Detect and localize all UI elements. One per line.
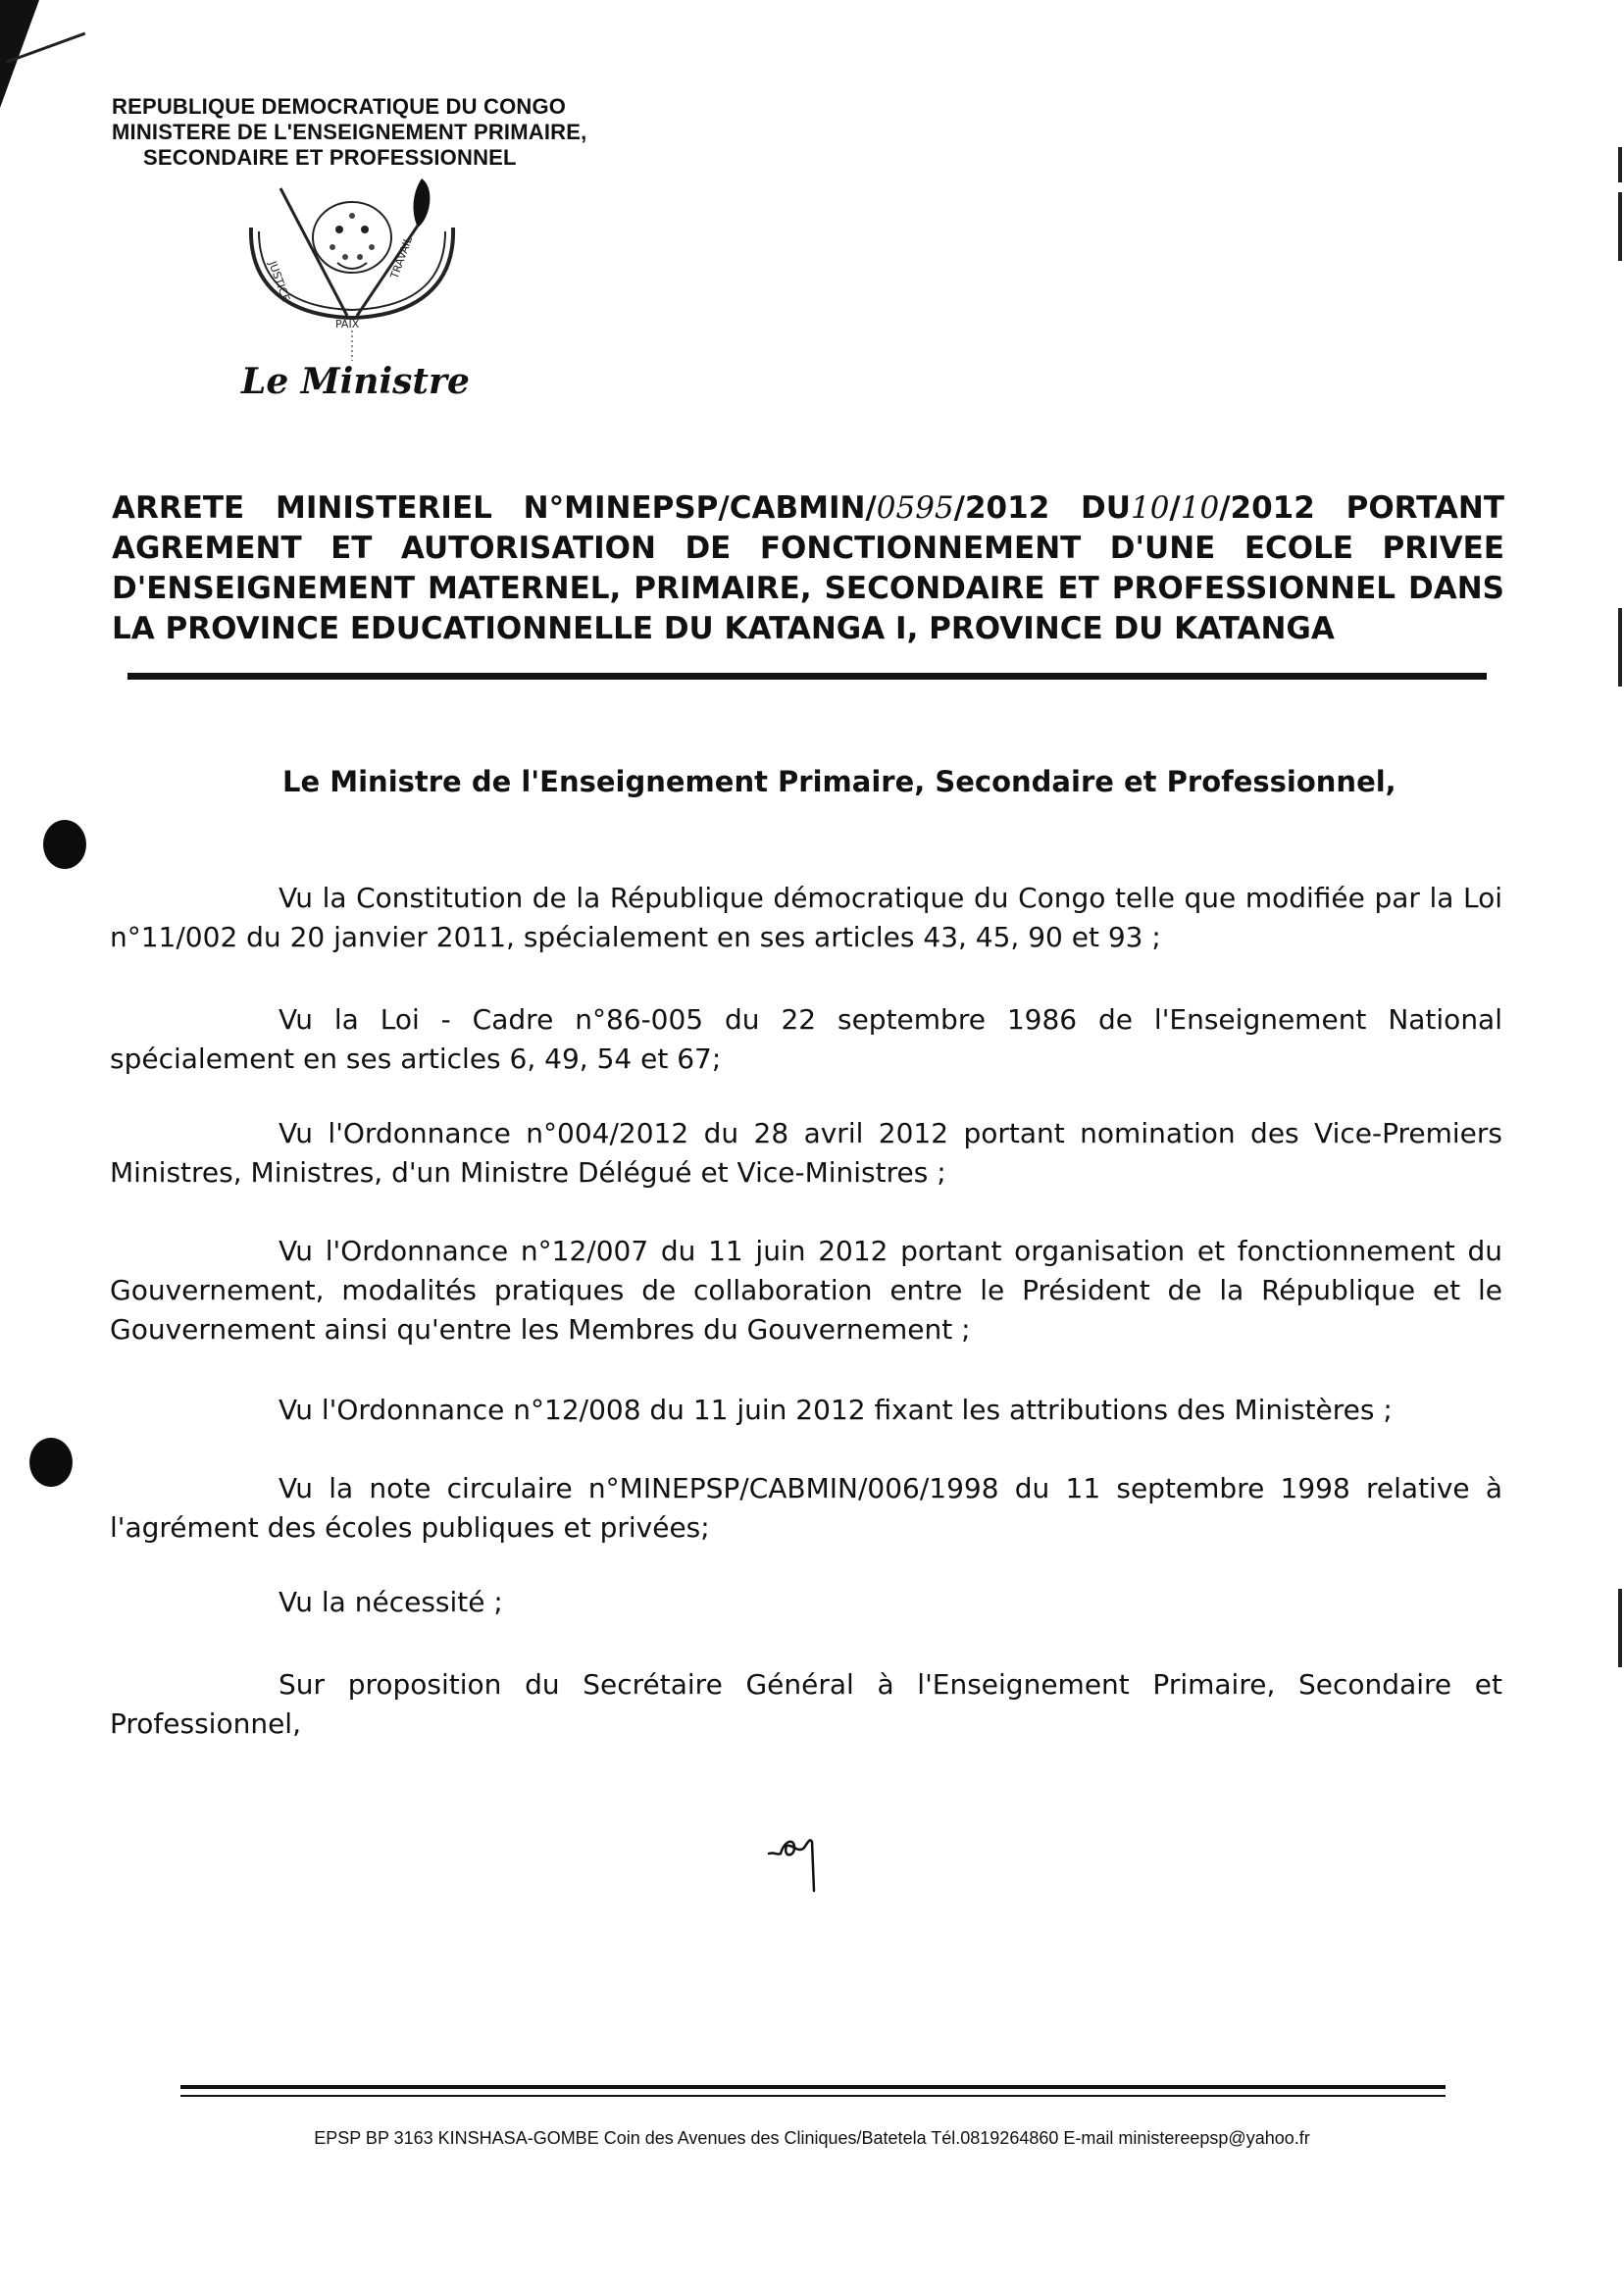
decree-title — [112, 488, 1504, 649]
paragraph-proposition: Sur proposition du Secrétaire Général à l'Enseignement Primaire, Secondaire et Professionnel, — [110, 1668, 1502, 1740]
decree-day-handwritten: 10 — [1130, 490, 1170, 526]
paragraph-ordonnance-008: Vu l'Ordonnance n°12/008 du 11 juin 2012 fixant les attributions des Ministères ; — [279, 1394, 1393, 1426]
title-line-4: LA PROVINCE EDUCATIONNELLE DU KATANGA I, PROVINCE DU KATANGA — [112, 611, 1335, 646]
paragraph-constitution: Vu la Constitution de la République démocratique du Congo telle que modifiée par la Loi n°11/002 du 20 janvier 2011, spécialement en ses articles 43, 45, 90 et 93 ; — [110, 882, 1502, 953]
title-line-3: D'ENSEIGNEMENT MATERNEL, PRIMAIRE, SECONDAIRE ET PROFESSIONNEL DANS — [112, 571, 1504, 606]
paragraph-loi-cadre: Vu la Loi - Cadre n°86-005 du 22 septembre 1986 de l'Enseignement National spécialement en ses articles 6, 49, 54 et 67; — [110, 1003, 1502, 1075]
footer-rule-thin — [180, 2095, 1446, 2097]
paragraph-ordonnance-004: Vu l'Ordonnance n°004/2012 du 28 avril 2012 portant nomination des Vice-Premiers Ministres, Ministres, d'un Ministre Délégué et Vice-Ministres ; — [110, 1117, 1502, 1189]
footer-rule-thick — [180, 2085, 1446, 2089]
scan-edge-mark — [1618, 1589, 1622, 1667]
paragraph-note-circulaire: Vu la note circulaire n°MINEPSP/CABMIN/006/1998 du 11 septembre 1998 relative à l'agrément des écoles publiques et privées; — [110, 1472, 1502, 1544]
punch-hole — [43, 820, 86, 869]
title-divider — [127, 673, 1487, 680]
letterhead-ministry-cont: SECONDAIRE ET PROFESSIONNEL — [143, 145, 517, 170]
title-line-2: AGREMENT ET AUTORISATION DE FONCTIONNEMENT D'UNE ECOLE PRIVEE — [112, 531, 1504, 566]
signature-title: Le Ministre — [241, 361, 470, 402]
emblem-motto-travail: TRAVAIL — [387, 234, 416, 280]
title-date-label: /2012 DU — [953, 490, 1131, 526]
scan-edge-mark — [1618, 608, 1622, 687]
scan-edge-mark — [1618, 192, 1622, 261]
paragraph-necessite: Vu la nécessité ; — [279, 1586, 503, 1618]
paragraph-ordonnance-007: Vu l'Ordonnance n°12/007 du 11 juin 2012 portant organisation et fonctionnement du Gouvernement, modalités pratiques de collaboration entre le Président de la République et le Gouvernement ainsi qu'entre les Membres du Gouvernement ; — [110, 1235, 1502, 1346]
scan-corner-mark — [0, 0, 39, 108]
letterhead — [112, 94, 586, 171]
punch-hole — [29, 1438, 73, 1487]
footer-contact: EPSP BP 3163 KINSHASA-GOMBE Coin des Avenues des Cliniques/Batetela Tél.0819264860 E-mail ministereepsp@yahoo.fr — [314, 2128, 1310, 2148]
scan-edge-mark — [1618, 147, 1622, 182]
initials-signature — [765, 1832, 843, 1901]
decree-subject: Le Ministre de l'Enseignement Primaire, Secondaire et Professionnel, — [282, 765, 1396, 798]
decree-month-handwritten: 10 — [1180, 490, 1220, 526]
emblem-motto-paix: PAIX — [335, 318, 360, 331]
emblem-motto-justice: JUSTICE — [266, 259, 293, 304]
decree-number-handwritten: 0595 — [876, 490, 954, 526]
letterhead-ministry: MINISTERE DE L'ENSEIGNEMENT PRIMAIRE, — [112, 120, 587, 144]
title-prefix: ARRETE MINISTERIEL N°MINEPSP/CABMIN/ — [112, 490, 877, 526]
title-suffix: /2012 PORTANT — [1219, 490, 1504, 526]
title-line-1: ARRETE MINISTERIEL N°MINEPSP/CABMIN/0595/2012 DU10/10/2012 PORTANT — [112, 490, 1504, 526]
letterhead-country: REPUBLIQUE DEMOCRATIQUE DU CONGO — [112, 94, 567, 119]
coat-of-arms-emblem — [229, 169, 475, 365]
